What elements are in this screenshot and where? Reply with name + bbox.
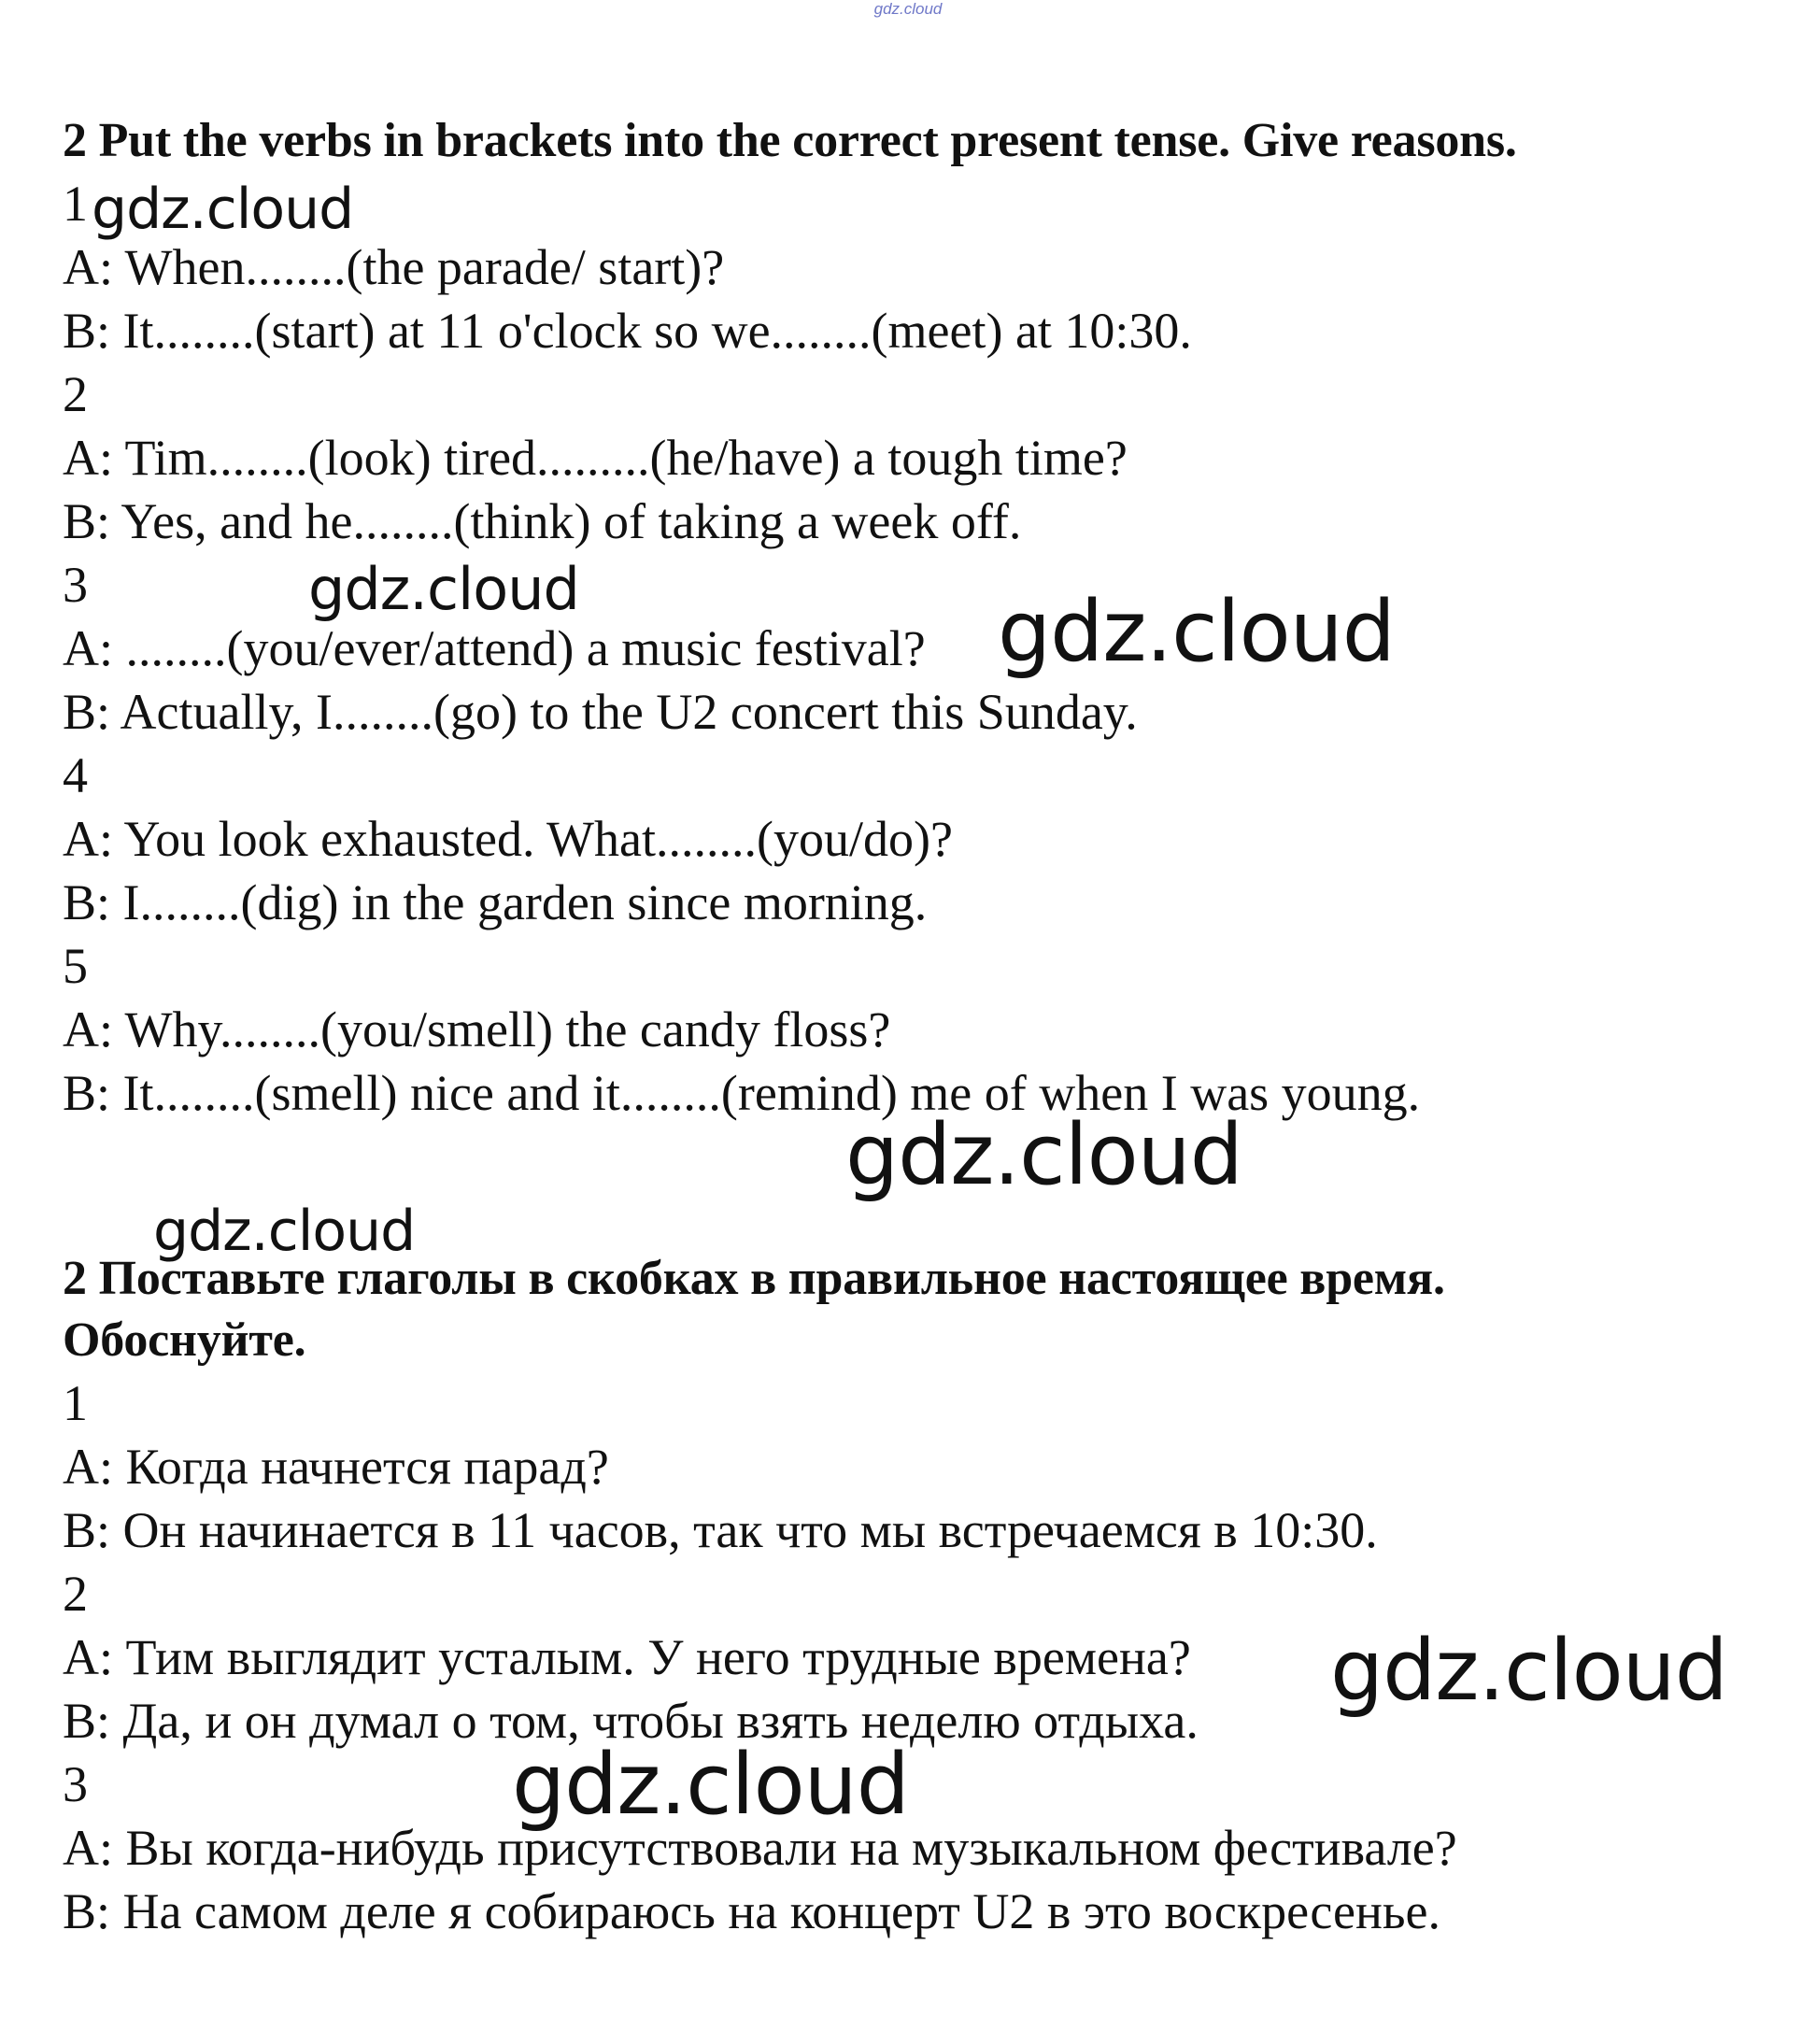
- item-number: 1: [63, 176, 88, 232]
- dialogue-line-b: B: It........(smell) nice and it........(remind) me of when I was young.: [63, 1065, 1421, 1121]
- dialogue-line-a: A: Tim........(look) tired.........(he/have) a tough time?: [63, 430, 1128, 486]
- watermark: gdz.cloud: [998, 583, 1395, 681]
- dialogue-line-a: A: Why........(you/smell) the candy floss?: [63, 1001, 891, 1057]
- russian-heading-line2: Обоснуйте.: [63, 1313, 306, 1367]
- dialogue-line-b: B: Actually, I........(go) to the U2 concert this Sunday.: [63, 684, 1138, 740]
- dialogue-line-b: B: I........(dig) in the garden since morning.: [63, 874, 928, 930]
- dialogue-line-a: A: Тим выглядит усталым. У него трудные времена?: [63, 1629, 1191, 1685]
- russian-heading-line1: 2 Поставьте глаголы в скобках в правильное настоящее время.: [63, 1252, 1445, 1305]
- item-number: 5: [63, 938, 88, 994]
- dialogue-line-a: A: Когда начнется парад?: [63, 1439, 609, 1495]
- item-number: 3: [63, 557, 88, 613]
- top-watermark: gdz.cloud: [873, 0, 943, 18]
- dialogue-line-b: B: Да, и он думал о том, чтобы взять неделю отдыха.: [63, 1693, 1199, 1749]
- dialogue-line-b: B: It........(start) at 11 o'clock so we........(meet) at 10:30.: [63, 303, 1192, 359]
- dialogue-line-a: A: Вы когда-нибудь присутствовали на музыкальном фестивале?: [63, 1820, 1457, 1876]
- dialogue-line-b: B: На самом деле я собираюсь на концерт U2 в это воскресенье.: [63, 1883, 1440, 1939]
- watermark: gdz.cloud: [512, 1736, 909, 1834]
- english-heading: 2 Put the verbs in brackets into the correct present tense. Give reasons.: [63, 114, 1517, 167]
- watermark: gdz.cloud: [153, 1199, 416, 1264]
- dialogue-line-b: B: Он начинается в 11 часов, так что мы встречаемся в 10:30.: [63, 1502, 1378, 1558]
- watermark: gdz.cloud: [845, 1106, 1242, 1204]
- dialogue-line-b: B: Yes, and he........(think) of taking a week off.: [63, 493, 1022, 549]
- item-number: 2: [63, 366, 88, 422]
- russian-exercise: [63, 1248, 1763, 1943]
- item-number: 2: [63, 1566, 88, 1622]
- watermark: gdz.cloud: [308, 555, 579, 623]
- item-number: 3: [63, 1756, 88, 1812]
- dialogue-line-a: A: When........(the parade/ start)?: [63, 239, 725, 295]
- watermark: gdz.cloud: [1330, 1622, 1727, 1720]
- dialogue-line-a: A: ........(you/ever/attend) a music festival?: [63, 620, 926, 676]
- item-number: 4: [63, 747, 88, 803]
- item-number: 1: [63, 1375, 88, 1431]
- watermark: gdz.cloud: [92, 177, 354, 242]
- dialogue-line-a: A: You look exhausted. What........(you/do)?: [63, 811, 953, 867]
